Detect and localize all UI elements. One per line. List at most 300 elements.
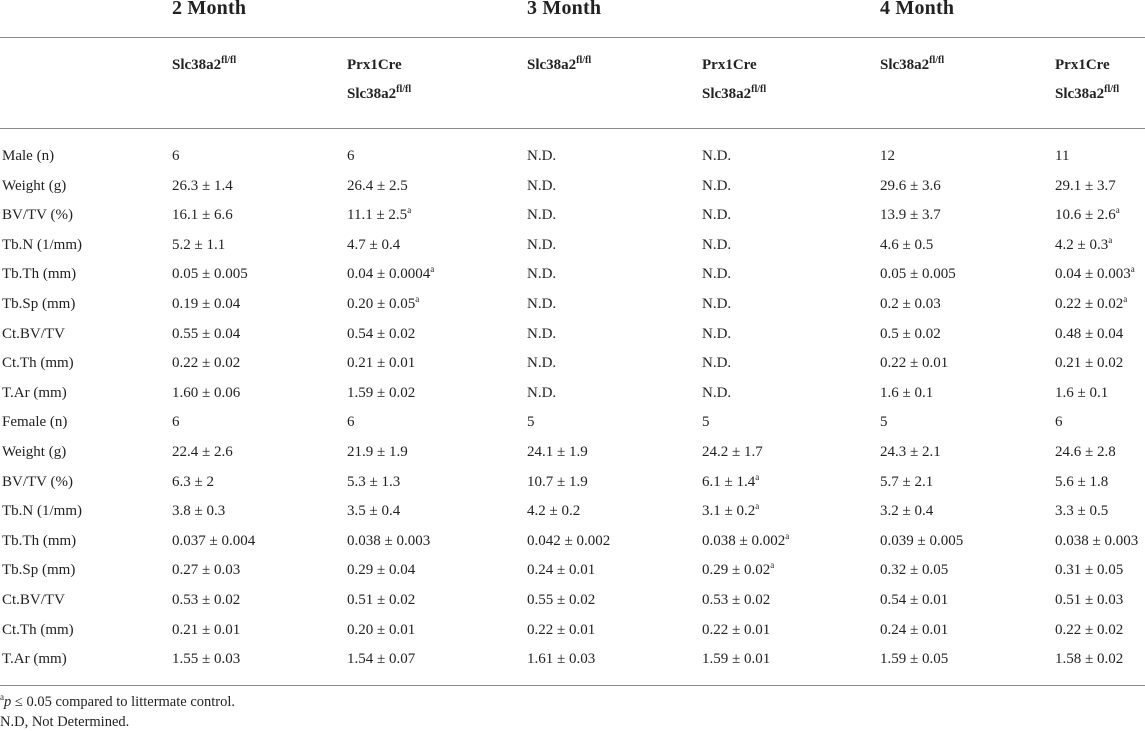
cell-value: 0.22 ± 0.01	[702, 621, 771, 638]
cell-value: 5.6 ± 1.8	[1055, 473, 1109, 490]
cell-value: 0.042 ± 0.002	[527, 532, 611, 549]
table-cell	[880, 408, 888, 438]
group-header-1	[172, 52, 236, 78]
cell-value: N.D.	[527, 236, 557, 253]
table-cell	[172, 231, 225, 261]
cell-value: 0.19 ± 0.04	[172, 296, 241, 312]
cell-value: 6	[172, 414, 180, 431]
table-cell	[702, 349, 731, 379]
table-cell	[527, 201, 556, 231]
cell-value: 5	[880, 414, 888, 431]
cell-value: 0.48 ± 0.04	[1055, 325, 1124, 342]
group-header-line2	[1055, 81, 1119, 107]
cell-value: 0.53 ± 0.02	[172, 592, 241, 608]
table-cell	[1055, 527, 1138, 557]
table-row	[0, 290, 1145, 320]
cell-value: 24.3 ± 2.1	[880, 444, 941, 460]
cell-value: 3.3 ± 0.5	[1055, 503, 1109, 520]
cell-value: 5.7 ± 2.1	[880, 473, 934, 490]
cell-value: 0.038 ± 0.003	[347, 532, 431, 549]
table-cell	[1055, 172, 1116, 202]
table-cell	[880, 231, 933, 261]
cell-value: 5	[702, 414, 710, 431]
table-cell	[1055, 468, 1108, 498]
table-cell	[347, 408, 355, 438]
group-superscript: fl/fl	[751, 84, 767, 95]
table-cell	[172, 349, 240, 379]
table-cell	[172, 645, 240, 675]
table-cell	[880, 616, 948, 646]
cell-value: 3.2 ± 0.4	[880, 503, 934, 520]
table-cell	[702, 645, 770, 675]
cell-value: N.D.	[702, 384, 732, 401]
table-cell	[880, 527, 963, 557]
table-cell	[527, 586, 595, 616]
footnote-p: p	[4, 693, 12, 710]
table-cell	[527, 290, 556, 320]
table-cell	[880, 320, 941, 350]
table-cell	[347, 290, 419, 320]
month-header-2: 2 Month	[172, 0, 247, 19]
footnote-sig-text: ≤ 0.05 compared to littermate control.	[11, 693, 236, 710]
cell-value: 1.6 ± 0.1	[1055, 384, 1109, 401]
table-row	[0, 379, 1145, 409]
cell-value: N.D.	[702, 177, 732, 194]
divider-top	[0, 37, 1145, 38]
cell-value: 16.1 ± 6.6	[172, 207, 233, 224]
table-row	[0, 497, 1145, 527]
table-cell	[702, 379, 731, 409]
table-cell	[347, 616, 415, 646]
cell-value: 0.54 ± 0.02	[347, 325, 416, 342]
significance-marker: a	[430, 264, 435, 275]
table-cell	[347, 468, 400, 498]
cell-value: N.D.	[527, 355, 557, 372]
cell-value: 26.3 ± 1.4	[172, 177, 233, 194]
table-cell	[1055, 379, 1108, 409]
group-header-2	[347, 52, 411, 107]
table-cell	[347, 438, 408, 468]
table-row	[0, 616, 1145, 646]
cell-value: 6	[347, 414, 355, 431]
table-cell	[347, 556, 415, 586]
table-cell	[347, 527, 430, 557]
cell-value: 0.038 ± 0.002	[702, 532, 786, 549]
group-name: Prx1Cre	[1055, 57, 1110, 73]
cell-value: 3.5 ± 0.4	[347, 503, 401, 520]
table-cell	[702, 527, 789, 557]
group-name: Prx1Cre	[347, 57, 402, 73]
significance-marker: a	[1108, 234, 1113, 245]
table-row	[0, 527, 1145, 557]
table-cell	[1055, 616, 1123, 646]
table-cell	[1055, 290, 1127, 320]
cell-value: 6	[1055, 414, 1063, 431]
table-cell	[1055, 142, 1069, 172]
group-header-4	[702, 52, 766, 107]
cell-value: 0.039 ± 0.005	[880, 532, 964, 549]
table-cell	[527, 616, 595, 646]
table-row	[0, 645, 1145, 675]
table-cell	[1055, 349, 1123, 379]
cell-value: 0.22 ± 0.01	[880, 355, 949, 372]
cell-value: 0.037 ± 0.004	[172, 532, 256, 549]
table-cell	[702, 320, 731, 350]
table-cell	[347, 142, 355, 172]
cell-value: N.D.	[702, 355, 732, 372]
table-cell	[1055, 586, 1123, 616]
table-cell	[1055, 645, 1123, 675]
table-cell	[527, 260, 556, 290]
row-label: Ct.Th (mm)	[2, 621, 74, 638]
table-cell	[172, 438, 233, 468]
table-row	[0, 320, 1145, 350]
table-cell	[880, 142, 895, 172]
table-cell	[172, 408, 180, 438]
table-cell	[880, 260, 956, 290]
group-superscript: fl/fl	[929, 55, 945, 66]
cell-value: 0.5 ± 0.02	[880, 325, 941, 342]
cell-value: 0.21 ± 0.01	[172, 621, 241, 638]
table-cell	[527, 645, 595, 675]
table-cell	[172, 468, 214, 498]
table-cell	[172, 616, 240, 646]
cell-value: N.D.	[527, 384, 557, 401]
cell-value: 24.6 ± 2.8	[1055, 444, 1116, 460]
table-cell	[347, 379, 415, 409]
table-cell	[702, 231, 731, 261]
table-row	[0, 142, 1145, 172]
cell-value: N.D.	[527, 296, 557, 312]
cell-value: 1.60 ± 0.06	[172, 384, 241, 401]
cell-value: 0.27 ± 0.03	[172, 562, 241, 579]
cell-value: N.D.	[702, 325, 732, 342]
cell-value: 4.7 ± 0.4	[347, 236, 401, 253]
table-cell	[702, 468, 759, 498]
table-cell	[880, 438, 941, 468]
table-cell	[702, 201, 731, 231]
table-cell	[172, 497, 225, 527]
table-cell	[527, 527, 610, 557]
row-label: Female (n)	[2, 414, 68, 431]
table-cell	[347, 349, 415, 379]
cell-value: 4.2 ± 0.2	[527, 503, 581, 520]
row-label: T.Ar (mm)	[2, 384, 67, 401]
cell-value: 0.32 ± 0.05	[880, 562, 949, 579]
cell-value: N.D.	[527, 266, 557, 283]
group-superscript: fl/fl	[1104, 84, 1120, 95]
table-row	[0, 172, 1145, 202]
table-cell	[172, 320, 240, 350]
cell-value: 1.59 ± 0.01	[702, 651, 771, 668]
table-cell	[702, 142, 731, 172]
table-cell	[527, 349, 556, 379]
group-name: Slc38a2	[527, 57, 577, 73]
group-header-line1	[1055, 52, 1119, 78]
month-header-4: 4 Month	[880, 0, 955, 19]
group-header-line1	[702, 52, 766, 78]
group-name: Slc38a2	[1055, 86, 1105, 102]
table-cell	[172, 260, 248, 290]
significance-marker: a	[755, 471, 760, 482]
cell-value: 0.55 ± 0.04	[172, 325, 241, 342]
row-label: Ct.BV/TV	[2, 592, 65, 608]
group-header-5	[880, 52, 944, 78]
cell-value: 1.61 ± 0.03	[527, 651, 596, 668]
group-name: Slc38a2	[880, 57, 930, 73]
cell-value: 12	[880, 148, 895, 164]
table-cell	[172, 379, 240, 409]
row-label: Tb.N (1/mm)	[2, 503, 82, 520]
table-cell	[172, 201, 233, 231]
row-label: Weight (g)	[2, 444, 67, 460]
cell-value: N.D.	[702, 266, 732, 283]
cell-value: 0.24 ± 0.01	[880, 621, 949, 638]
cell-value: 13.9 ± 3.7	[880, 207, 941, 224]
cell-value: 21.9 ± 1.9	[347, 444, 408, 460]
significance-marker: a	[407, 205, 412, 216]
table-cell	[347, 645, 415, 675]
table-cell	[347, 497, 400, 527]
cell-value: 0.21 ± 0.01	[347, 355, 416, 372]
cell-value: N.D.	[527, 148, 557, 164]
table-cell	[527, 231, 556, 261]
cell-value: N.D.	[702, 236, 732, 253]
cell-value: 26.4 ± 2.5	[347, 177, 408, 194]
row-label: Male (n)	[2, 148, 55, 164]
cell-value: 0.51 ± 0.03	[1055, 592, 1124, 608]
significance-marker: a	[1115, 205, 1120, 216]
table-cell	[527, 497, 580, 527]
cell-value: 10.6 ± 2.6	[1055, 207, 1116, 224]
significance-marker: a	[755, 501, 760, 512]
table-cell	[702, 408, 710, 438]
cell-value: 0.31 ± 0.05	[1055, 562, 1124, 579]
table-cell	[880, 349, 948, 379]
group-name: Slc38a2	[347, 86, 397, 102]
group-header-line1	[880, 52, 944, 78]
table-cell	[527, 468, 588, 498]
cell-value: 6.1 ± 1.4	[702, 473, 756, 490]
table-cell	[172, 290, 240, 320]
group-superscript: fl/fl	[396, 84, 412, 95]
group-header-3	[527, 52, 591, 78]
significance-marker: a	[415, 294, 420, 304]
cell-value: 0.53 ± 0.02	[702, 592, 771, 608]
table-cell	[702, 586, 770, 616]
group-superscript: fl/fl	[221, 55, 237, 66]
footnote-nd: N.D, Not Determined.	[0, 714, 130, 730]
cell-value: 5.2 ± 1.1	[172, 236, 226, 253]
table-cell	[527, 556, 595, 586]
table-cell	[527, 172, 556, 202]
row-label: Ct.BV/TV	[2, 325, 65, 342]
cell-value: 0.22 ± 0.02	[1055, 621, 1124, 638]
table-cell	[1055, 231, 1112, 261]
cell-value: N.D.	[702, 148, 732, 164]
table-cell	[172, 172, 233, 202]
cell-value: 0.51 ± 0.02	[347, 592, 416, 608]
month-header-3: 3 Month	[527, 0, 602, 19]
group-name: Slc38a2	[172, 57, 222, 73]
table-row	[0, 556, 1145, 586]
cell-value: 4.6 ± 0.5	[880, 236, 934, 253]
table-cell	[702, 438, 763, 468]
group-header-line1	[172, 52, 236, 78]
cell-value: 1.55 ± 0.03	[172, 651, 241, 668]
significance-marker: a	[785, 530, 790, 541]
table-cell	[527, 320, 556, 350]
group-header-line1	[527, 52, 591, 78]
table-cell	[880, 497, 933, 527]
cell-value: 0.22 ± 0.02	[1055, 296, 1124, 312]
cell-value: 1.6 ± 0.1	[880, 384, 934, 401]
significance-marker: a	[1130, 264, 1135, 275]
table-cell	[347, 320, 415, 350]
cell-value: 0.22 ± 0.01	[527, 621, 596, 638]
table-row	[0, 438, 1145, 468]
table-cell	[702, 616, 770, 646]
table-cell	[172, 586, 240, 616]
cell-value: 4.2 ± 0.3	[1055, 236, 1109, 253]
table-cell	[880, 290, 941, 320]
row-label: BV/TV (%)	[2, 207, 73, 224]
table-cell	[172, 142, 180, 172]
cell-value: 0.05 ± 0.005	[172, 266, 248, 283]
table-cell	[1055, 438, 1116, 468]
group-header-line2	[702, 81, 766, 107]
cell-value: 0.04 ± 0.003	[1055, 266, 1131, 283]
table-cell	[172, 556, 240, 586]
table-cell	[347, 201, 411, 231]
cell-value: N.D.	[527, 325, 557, 342]
cell-value: 1.59 ± 0.02	[347, 384, 416, 401]
footnote-significance	[0, 692, 235, 711]
cell-value: 0.05 ± 0.005	[880, 266, 956, 283]
group-name: Slc38a2	[702, 86, 752, 102]
cell-value: 6	[347, 148, 355, 164]
table-cell	[880, 556, 948, 586]
table-cell	[1055, 201, 1120, 231]
cell-value: 0.21 ± 0.02	[1055, 355, 1124, 372]
row-label: Ct.Th (mm)	[2, 355, 74, 372]
cell-value: 5.3 ± 1.3	[347, 473, 401, 490]
significance-marker: a	[770, 560, 775, 571]
cell-value: 1.58 ± 0.02	[1055, 651, 1124, 668]
table-cell	[527, 408, 535, 438]
divider-bottom	[0, 685, 1145, 686]
table-cell	[880, 645, 948, 675]
cell-value: 0.2 ± 0.03	[880, 296, 941, 312]
row-label: Tb.Th (mm)	[2, 266, 77, 283]
cell-value: 0.22 ± 0.02	[172, 355, 241, 372]
cell-value: 3.8 ± 0.3	[172, 503, 226, 520]
table-cell	[527, 142, 556, 172]
table-cell	[347, 172, 408, 202]
significance-marker: a	[1123, 294, 1128, 304]
table-cell	[702, 556, 774, 586]
row-label: Tb.Sp (mm)	[2, 562, 76, 579]
cell-value: 29.1 ± 3.7	[1055, 177, 1116, 194]
group-header-line2	[347, 81, 411, 107]
cell-value: 0.29 ± 0.02	[702, 562, 771, 579]
cell-value: 6	[172, 148, 180, 164]
table-cell	[527, 379, 556, 409]
table-cell	[1055, 320, 1123, 350]
cell-value: 1.54 ± 0.07	[347, 651, 416, 668]
table-row	[0, 201, 1145, 231]
row-label: BV/TV (%)	[2, 473, 73, 490]
table-cell	[1055, 408, 1063, 438]
cell-value: N.D.	[702, 296, 732, 312]
cell-value: 22.4 ± 2.6	[172, 444, 233, 460]
table-cell	[880, 468, 933, 498]
table-cell	[172, 527, 255, 557]
cell-value: 0.20 ± 0.05	[347, 296, 416, 312]
table-cell	[1055, 556, 1123, 586]
cell-value: 0.54 ± 0.01	[880, 592, 949, 608]
cell-value: 0.04 ± 0.0004	[347, 266, 431, 283]
table-cell	[1055, 260, 1135, 290]
table-cell	[880, 379, 933, 409]
divider-header	[0, 128, 1145, 129]
table-cell	[1055, 497, 1108, 527]
group-name: Prx1Cre	[702, 57, 757, 73]
cell-value: 5	[527, 414, 535, 431]
cell-value: N.D.	[702, 207, 732, 224]
table-cell	[702, 172, 731, 202]
table-cell	[347, 231, 400, 261]
table-row	[0, 586, 1145, 616]
table-row	[0, 260, 1145, 290]
cell-value: 24.2 ± 1.7	[702, 444, 763, 460]
group-header-line1	[347, 52, 411, 78]
cell-value: 0.29 ± 0.04	[347, 562, 416, 579]
table-cell	[527, 438, 588, 468]
cell-value: 6.3 ± 2	[172, 473, 214, 490]
cell-value: 0.038 ± 0.003	[1055, 532, 1139, 549]
cell-value: 11	[1055, 148, 1070, 164]
cell-value: 0.55 ± 0.02	[527, 592, 596, 608]
cell-value: N.D.	[527, 177, 557, 194]
cell-value: 3.1 ± 0.2	[702, 503, 756, 520]
row-label: T.Ar (mm)	[2, 651, 67, 668]
cell-value: 24.1 ± 1.9	[527, 444, 588, 460]
cell-value: 11.1 ± 2.5	[347, 207, 408, 224]
table-row	[0, 408, 1145, 438]
table-cell	[347, 586, 415, 616]
row-label: Tb.Th (mm)	[2, 532, 77, 549]
table-cell	[880, 201, 941, 231]
table-row	[0, 231, 1145, 261]
table-cell	[347, 260, 434, 290]
cell-value: 0.24 ± 0.01	[527, 562, 596, 579]
cell-value: 29.6 ± 3.6	[880, 177, 941, 194]
table-cell	[702, 260, 731, 290]
table-row	[0, 468, 1145, 498]
table-cell	[702, 497, 759, 527]
row-label: Tb.N (1/mm)	[2, 236, 82, 253]
row-label: Weight (g)	[2, 177, 67, 194]
table-cell	[702, 290, 731, 320]
group-superscript: fl/fl	[576, 55, 592, 66]
row-label: Tb.Sp (mm)	[2, 296, 76, 312]
group-header-6	[1055, 52, 1119, 107]
footnote-sup: a	[0, 692, 4, 702]
cell-value: 10.7 ± 1.9	[527, 473, 588, 490]
cell-value: N.D.	[527, 207, 557, 224]
cell-value: 1.59 ± 0.05	[880, 651, 949, 668]
